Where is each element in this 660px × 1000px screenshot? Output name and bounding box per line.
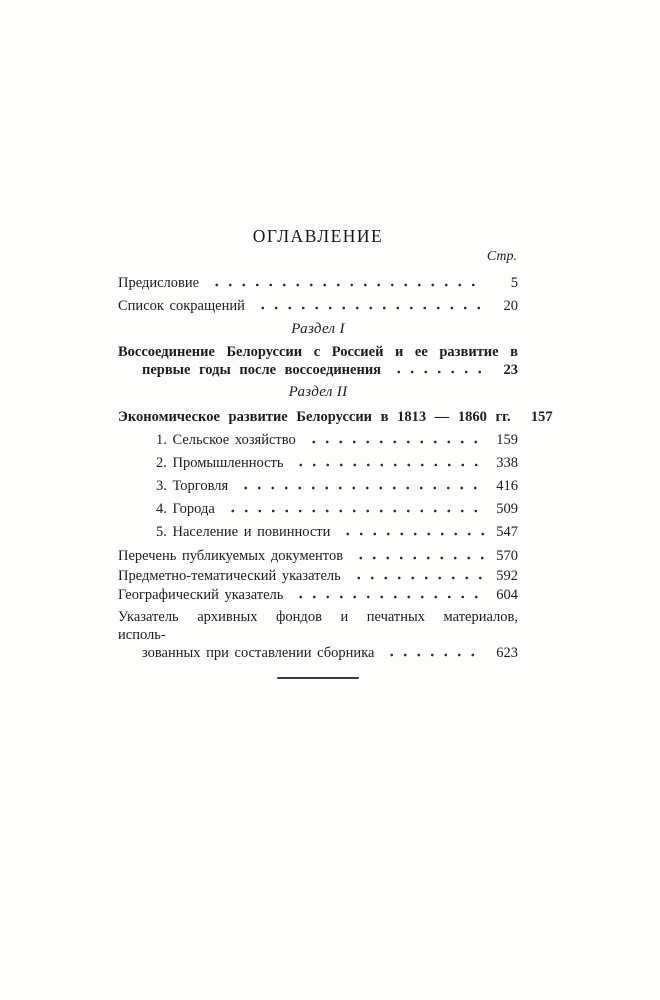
end-of-contents-rule [277, 677, 359, 679]
toc-entry-label: 1. Сельское хозяйство [156, 432, 296, 448]
toc-entry-label: Предметно-тематический указатель [118, 567, 341, 584]
dot-leader [352, 556, 485, 560]
dot-leader [254, 306, 485, 310]
toc-entry-label-line2: зованных при составлении сборника [142, 644, 375, 661]
toc-entry [118, 567, 518, 587]
dot-leader [350, 576, 485, 580]
toc-entry-page: 592 [496, 567, 518, 584]
toc-entry [118, 406, 553, 429]
toc-entry [118, 547, 518, 567]
dot-leader [305, 440, 485, 444]
dot-leader [224, 509, 485, 513]
toc-entry-page: 509 [496, 501, 518, 517]
toc-entry-page: 547 [496, 524, 518, 540]
toc-entry-label: Экономическое развитие Белоруссии в 1813 — 1860 гг. [118, 409, 511, 425]
toc-entry-label: 3. Торговля [156, 478, 229, 494]
toc-entry [118, 295, 518, 318]
toc-entry-page: 20 [503, 298, 518, 314]
toc-entry [118, 429, 518, 452]
toc-entry-label-line1: Воссоединение Белоруссии с Россией и ее развитие в [118, 344, 518, 360]
toc-entry-page: 570 [496, 548, 518, 564]
toc-entry-label-line2: первые годы после воссоединения [142, 362, 382, 378]
dot-leader [292, 463, 485, 467]
page-title: ОГЛАВЛЕНИЕ [252, 226, 384, 246]
toc-entry [118, 343, 518, 379]
toc-entry-page: 623 [496, 644, 518, 661]
page-column-header: Стр. [486, 249, 517, 264]
toc-entry [118, 498, 518, 521]
dot-leader [208, 283, 485, 287]
dot-leader [237, 486, 485, 490]
toc-entry-label: 4. Города [156, 501, 215, 517]
dot-leader [339, 532, 485, 536]
toc-entry-label: Список сокращений [118, 298, 245, 314]
toc-entry-page: 159 [496, 432, 518, 448]
table-of-contents [118, 226, 553, 663]
section-heading: Раздел II [288, 384, 348, 400]
toc-entry-page: 5 [510, 275, 518, 291]
toc-entry-page: 157 [530, 409, 553, 425]
toc-entry-page: 416 [496, 478, 518, 494]
dot-leader [383, 653, 485, 657]
toc-entry-page: 23 [503, 362, 518, 378]
toc-entry-label: 5. Население и повинности [156, 524, 331, 540]
toc-entry [118, 608, 518, 664]
toc-entry [118, 272, 518, 295]
toc-entry-label: Перечень публикуемых документов [118, 548, 344, 564]
toc-entry [118, 586, 518, 606]
toc-entry-page: 604 [496, 587, 518, 603]
toc-entry-page: 338 [496, 455, 518, 471]
toc-entry-label-line1: Указатель архивных фондов и печатных материалов, исполь- [118, 608, 518, 643]
toc-entry [118, 452, 518, 475]
toc-entry-label: 2. Промышленность [156, 455, 284, 471]
toc-entry [118, 521, 518, 544]
toc-entry-label: Предисловие [118, 275, 200, 291]
dot-leader [292, 595, 485, 599]
toc-tail-group [118, 547, 518, 663]
section-heading: Раздел I [291, 321, 345, 337]
toc-entry-label: Географический указатель [118, 587, 284, 603]
dot-leader [390, 370, 485, 374]
toc-entry [118, 475, 518, 498]
